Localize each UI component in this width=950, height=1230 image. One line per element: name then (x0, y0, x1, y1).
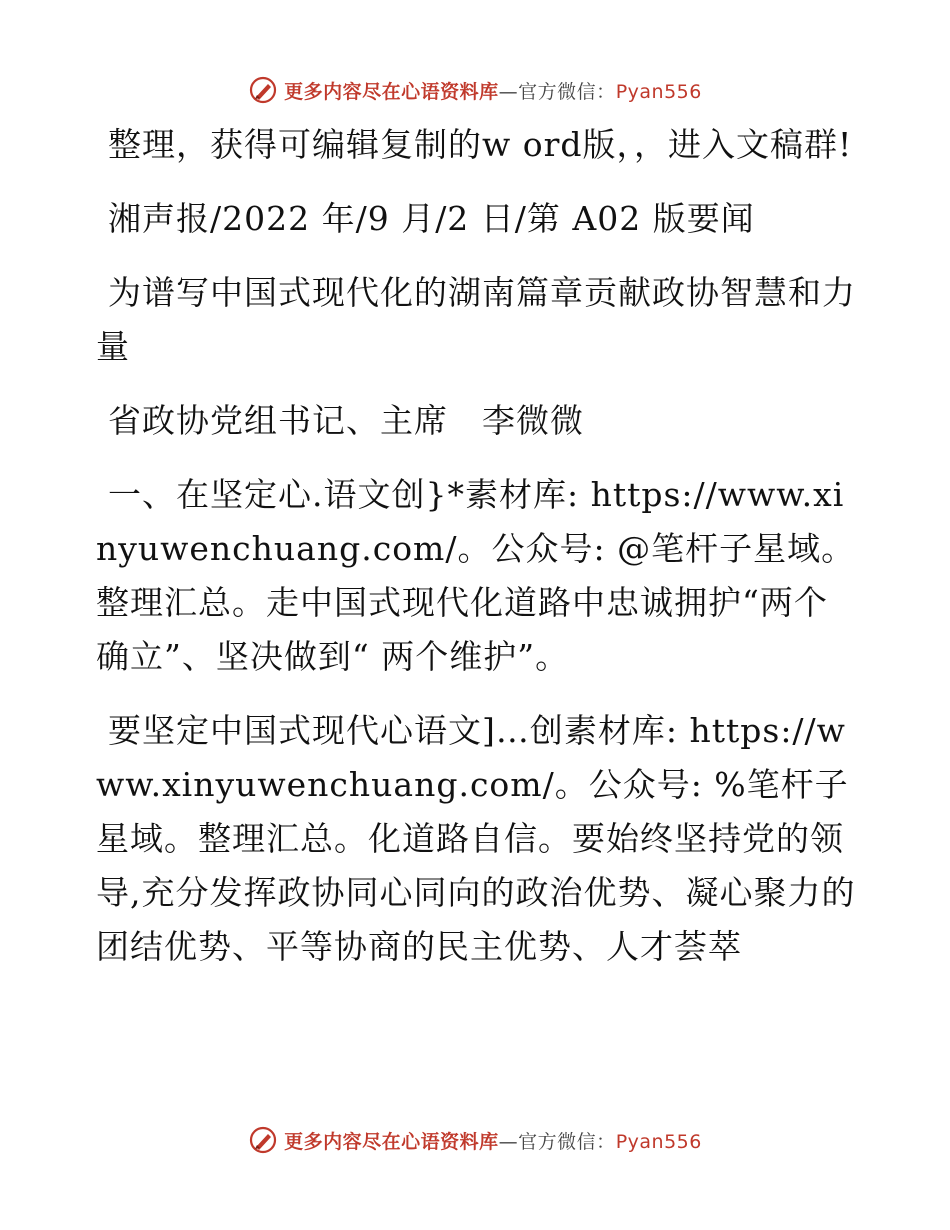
watermark-brand: 更多内容尽在心语资料库 (284, 80, 499, 103)
section-one-paragraph: 一、在坚定心.语文创}*素材库: https://www.xinyuwenchuang.com/。公众号: @笔杆子星域。整理汇总。走中国式现代化道路中忠诚拥护“两个确立”、坚决做到“ 两个维护”。 (96, 475, 856, 676)
intro-paragraph: 整理，获得可编辑复制的w ord版，，进入文稿群! (108, 125, 853, 164)
footer-watermark (0, 1122, 950, 1158)
author-line: 省政协党组书记、主席 李微微 (108, 401, 584, 440)
watermark-wechat-id: Pyan556 (615, 1130, 702, 1153)
watermark-official-label: —官方微信： (498, 1130, 616, 1153)
watermark-brand: 更多内容尽在心语资料库 (284, 1130, 499, 1153)
source-line: 湘声报/2022 年/9 月/2 日/第 A02 版要闻 (108, 199, 755, 238)
watermark-official-label: —官方微信： (498, 80, 616, 103)
body-paragraph: 要坚定中国式现代心语文]…创素材库: https://www.xinyuwenchuang.com/。公众号: %笔杆子星域。整理汇总。化道路自信。要始终坚持党的领导,充分发挥政协同心同向的政治优势、凝心聚力的团结优势、平等协商的民主优势、人才荟萃 (96, 711, 856, 966)
watermark-wechat-id: Pyan556 (615, 80, 702, 103)
watermark-text (284, 1127, 702, 1154)
watermark-text (284, 77, 702, 104)
article-title: 为谱写中国式现代化的湖南篇章贡献政协智慧和力量 (96, 273, 856, 366)
document-body (96, 118, 856, 994)
pen-logo-icon (248, 75, 278, 105)
pen-logo-icon (248, 1125, 278, 1155)
header-watermark (0, 72, 950, 108)
